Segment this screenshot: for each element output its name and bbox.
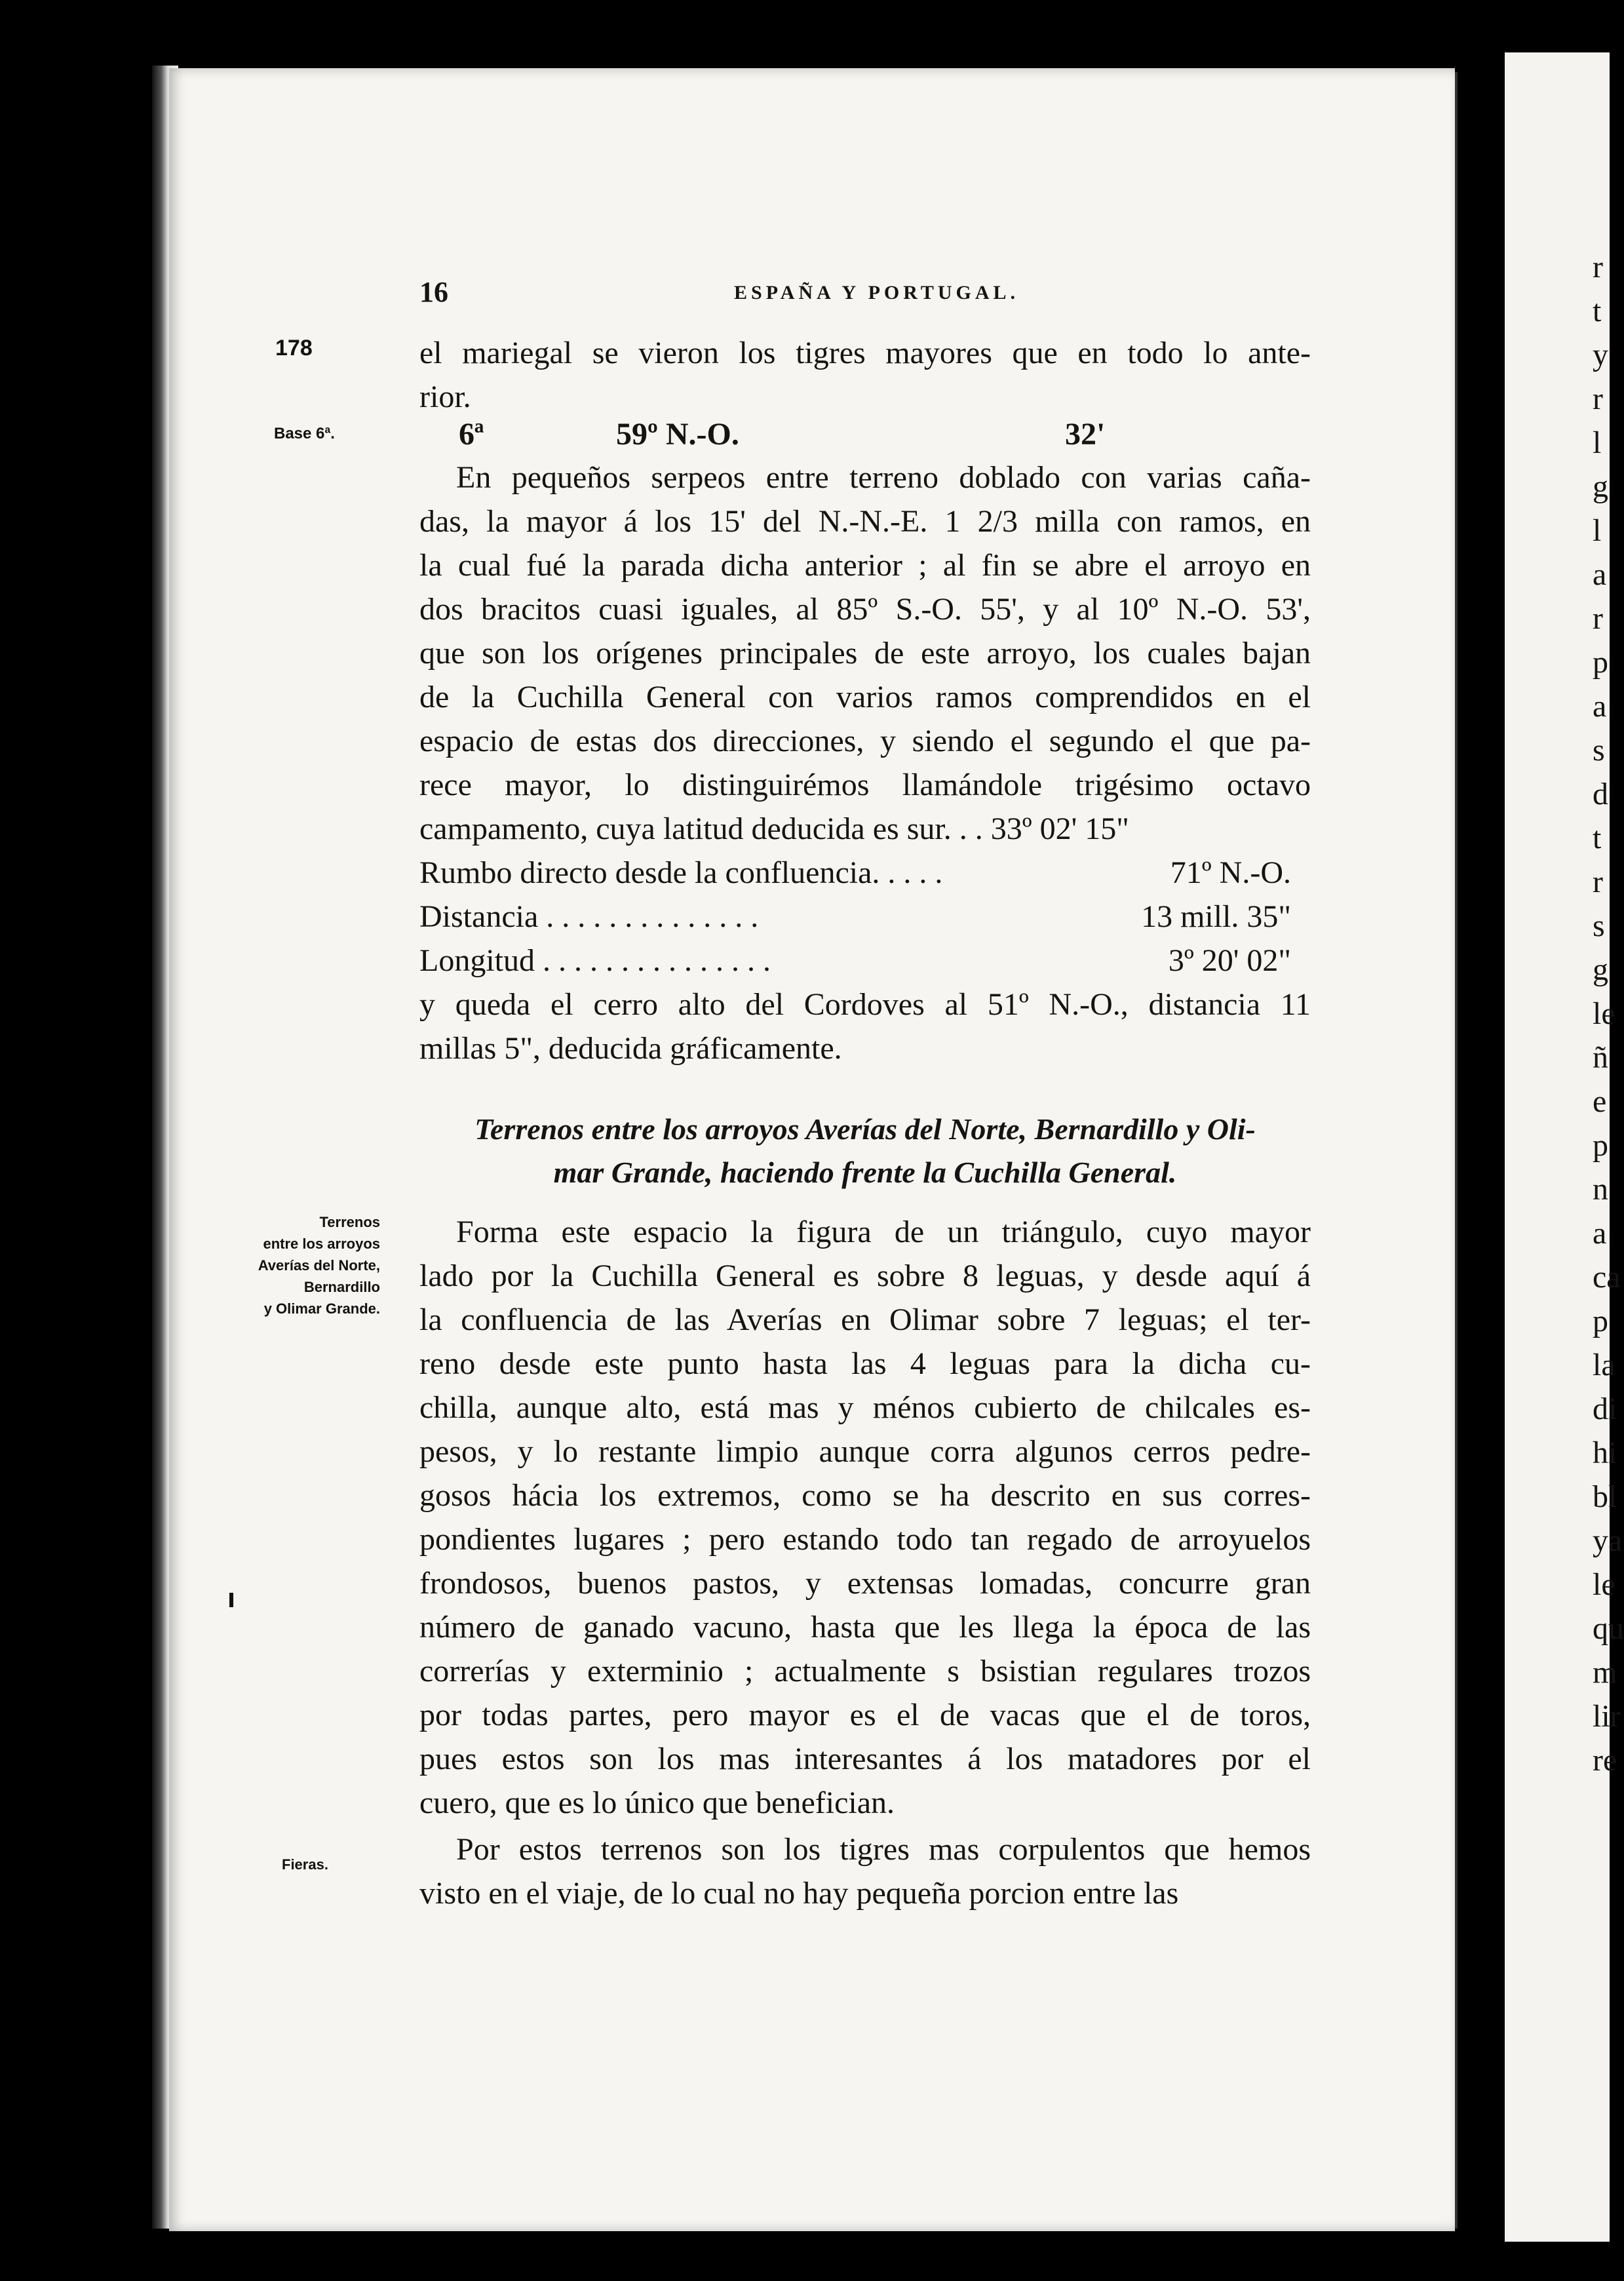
facing-page-fragment: le [1593,1567,1615,1602]
facing-page-fragment: g [1593,469,1608,504]
paragraph-5 [419,1827,1311,1915]
text-line: millas 5", deducida gráficamente. [419,1031,842,1066]
text-line: pesos, y lo restante limpio aunque corra algunos cerros pedre- [419,1434,1311,1469]
facing-page-fragment: bl [1593,1479,1617,1514]
text-line: correrías y exterminio ; actualmente s bsistian regulares trozos [419,1654,1311,1688]
facing-page-fragment: r [1593,865,1603,899]
facing-page-fragment: re [1593,1743,1617,1778]
text-line: de la Cuchilla General con varios ramos comprendidos en el [419,680,1311,714]
data-row [419,939,1311,983]
text-line: dos bracitos cuasi iguales, al 85º S.-O. 55', y al 10º N.-O. 53', [419,592,1311,627]
base-number: 6ª [459,417,484,452]
heading-line: Terrenos entre los arroyos Averías del Norte, Bernardillo y Oli- [474,1112,1256,1146]
data-row-value: 3º 20' 02" [1168,943,1291,978]
paragraph-1 [419,331,1311,419]
facing-page-fragment: qu [1593,1611,1624,1646]
text-line: En pequeños serpeos entre terreno doblado con varias caña- [456,460,1311,495]
heading-line: mar Grande, haciendo frente la Cuchilla General. [553,1156,1177,1189]
facing-page-fragment: hi [1593,1435,1617,1470]
margin-terrenos [203,1211,380,1319]
data-row [419,851,1311,895]
text-line: y queda el cerro alto del Cordoves al 51º N.-O., distancia 11 [419,987,1311,1022]
facing-page-fragment: p [1593,1128,1608,1163]
facing-page-fragment: m [1593,1655,1617,1690]
facing-page [1505,52,1624,2242]
facing-page-fragment: la [1593,1348,1615,1382]
text-line: lado por la Cuchilla General es sobre 8 leguas, y desde aquí á [419,1258,1311,1293]
data-row [419,895,1311,939]
margin-line: y Olimar Grande. [263,1300,380,1317]
facing-page-fragment: e [1593,1084,1607,1119]
text-line: la confluencia de las Averías en Olimar sobre 7 leguas; el ter- [419,1302,1311,1337]
data-row-label: Distancia . . . . . . . . . . . . . . [419,899,759,934]
margin-line: Bernardillo [303,1279,380,1295]
facing-page-fragment: ñ [1593,1040,1608,1075]
facing-page-fragment: a [1593,689,1607,724]
facing-page-fragment: r [1593,601,1603,636]
stray-mark [229,1593,233,1607]
data-row-value: 71º N.-O. [1170,855,1291,890]
facing-page-fragment: s [1593,733,1605,768]
facing-page-fragment: ya [1593,1523,1623,1558]
text-line: espacio de estas dos direcciones, y siendo el segundo el que pa- [419,724,1311,758]
data-row-label: Rumbo directo desde la confluencia. . . . . [419,855,943,890]
facing-page-fragment: p [1593,645,1608,680]
facing-page-fragment: n [1593,1172,1608,1207]
paragraph-3 [419,983,1311,1070]
margin-line: Terrenos [319,1214,380,1230]
text-line: gosos hácia los extremos, como se ha descrito en sus corres- [419,1478,1311,1513]
facing-page-fragment: r [1593,250,1603,284]
margin-year: 178 [275,336,313,361]
margin-fieras: Fieras. [282,1856,328,1873]
facing-page-fragment: p [1593,1304,1608,1338]
facing-page-fragment: le [1593,996,1615,1031]
facing-page-fragment: g [1593,952,1608,987]
text-line: reno desde este punto hasta las 4 leguas para la dicha cu- [419,1346,1311,1381]
text-line: Forma este espacio la figura de un triángulo, cuyo mayor [456,1215,1311,1249]
margin-base: Base 6ª. [274,425,335,442]
data-row-label: Longitud . . . . . . . . . . . . . . . [419,943,771,978]
margin-line: Averías del Norte, [258,1257,380,1274]
facing-page-fragment: l [1593,513,1602,548]
data-row-value: 13 mill. 35" [1141,899,1291,934]
text-line: Por estos terrenos son los tigres mas corpulentos que hemos [456,1832,1311,1867]
text-line: por todas partes, pero mayor es el de vacas que el de toros, [419,1698,1311,1732]
facing-page-fragment: s [1593,908,1605,943]
text-line: que son los orígenes principales de este arroyo, los cuales bajan [419,636,1311,671]
paragraph-4 [419,1210,1311,1825]
facing-page-fragment: a [1593,557,1607,592]
facing-page-fragment: di [1593,1392,1617,1426]
base-distance: 32' [1065,417,1106,452]
text-line: rior. [419,380,471,414]
facing-page-fragment: y [1593,338,1608,372]
text-line: campamento, cuya latitud deducida es sur. . . 33º 02' 15" [419,811,1129,846]
base-bearing: 59º N.-O. [616,417,739,452]
text-line: el mariegal se vieron los tigres mayores que en todo lo ante- [419,336,1311,370]
text-line: pues estos son los mas interesantes á los matadores por el [419,1742,1311,1776]
running-title: ESPAÑA Y PORTUGAL. [734,282,1020,303]
text-line: rece mayor, lo distinguirémos llamándole trigésimo octavo [419,768,1311,802]
margin-line: entre los arroyos [263,1236,380,1252]
running-header [419,275,1311,315]
facing-page-fragment: d [1593,777,1608,811]
facing-page-fragment: a [1593,1216,1607,1251]
text-line: cuero, que es lo único que benefician. [419,1785,895,1820]
text-line: frondosos, buenos pastos, y extensas lomadas, concurre gran [419,1566,1311,1601]
text-line: das, la mayor á los 15' del N.-N.-E. 1 2/3 milla con ramos, en [419,504,1311,539]
page-number: 16 [419,276,448,308]
facing-page-fragment: ca [1593,1260,1621,1295]
text-line: pondientes lugares ; pero estando todo tan regado de arroyuelos [419,1522,1311,1557]
facing-page-fragment: lir [1593,1699,1621,1734]
text-line: la cual fué la parada dicha anterior ; al fin se abre el arroyo en [419,548,1311,583]
facing-page-fragment: t [1593,821,1602,855]
text-line: chilla, aunque alto, está mas y ménos cubierto de chilcales es- [419,1390,1311,1425]
facing-page-fragment: t [1593,294,1602,328]
text-line: visto en el viaje, de lo cual no hay pequeña porcion entre las [419,1876,1179,1911]
data-rows [419,851,1311,983]
section-heading [419,1108,1311,1194]
paragraph-2 [419,456,1311,851]
facing-page-fragment: r [1593,381,1603,416]
text-line: número de ganado vacuno, hasta que les llega la época de las [419,1610,1311,1645]
page-edge [1455,72,1458,2229]
facing-page-fragment: l [1593,425,1602,460]
